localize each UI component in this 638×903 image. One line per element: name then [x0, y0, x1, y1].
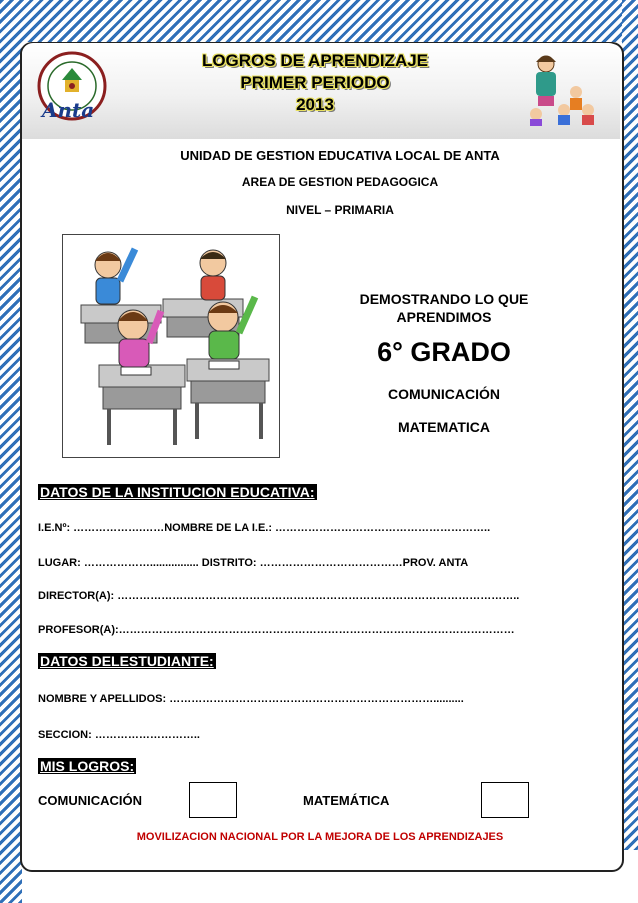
footer-slogan: MOVILIZACION NACIONAL POR LA MEJORA DE LOS APRENDIZAJES [136, 831, 504, 843]
subject-math: MATEMATICA [397, 419, 491, 435]
student-heading-text: DATOS DELESTUDIANTE: [40, 653, 214, 669]
location-field: LUGAR: ………………................ DISTRITO: …………………………………PROV. ANTA [38, 557, 469, 569]
ugel-name: UNIDAD DE GESTION EDUCATIVA LOCAL DE ANTA [180, 148, 500, 163]
school-number-field: I.E.Nº: ……………….……NOMBRE DE LA I.E.: ………………………………………………….. [38, 522, 491, 534]
section-field: SECCION: ……………………….. [38, 729, 200, 741]
subject-communication: COMUNICACIÓN [388, 386, 500, 402]
area-name: AREA DE GESTION PEDAGOGICA [241, 175, 439, 189]
level-name: NIVEL – PRIMARIA [286, 203, 394, 217]
communication-score-box[interactable] [189, 782, 237, 818]
communication-label: COMUNICACIÓN [38, 793, 142, 808]
director-field: DIRECTOR(A): ……………………………………………………………………………………………….. [38, 590, 520, 602]
achievements-heading-text: MIS LOGROS: [40, 758, 135, 774]
math-score-box[interactable] [481, 782, 529, 818]
grade-label: 6° GRADO [377, 337, 511, 367]
title-line-3: 2013 [296, 95, 334, 114]
decorative-stripe-right [622, 0, 638, 850]
hero-heading [330, 290, 558, 326]
title-line-2: PRIMER PERIODO [240, 73, 390, 92]
achievements-section-heading [38, 758, 136, 776]
student-section-heading [38, 653, 216, 671]
math-label: MATEMÁTICA [303, 793, 390, 808]
institution-heading-text: DATOS DE LA INSTITUCION EDUCATIVA: [40, 484, 315, 500]
hero-line-1: DEMOSTRANDO LO QUE [359, 291, 529, 307]
decorative-stripe-top [0, 0, 638, 42]
decorative-stripe-left [0, 0, 22, 903]
hero-line-2: APRENDIMOS [396, 309, 492, 325]
institution-section-heading [38, 484, 317, 502]
student-name-field: NOMBRE Y APELLIDOS: ……………………………………………………………….......... [38, 693, 464, 705]
teacher-illustration [516, 50, 600, 126]
page-title [150, 50, 480, 116]
title-line-1: LOGROS DE APRENDIZAJE [201, 51, 429, 70]
logo-text: Anta [42, 98, 95, 122]
teacher-field: PROFESOR(A):……………………………………………………………………………………………… [38, 624, 515, 636]
ugel-anta-logo [34, 50, 110, 126]
students-illustration [62, 234, 280, 458]
